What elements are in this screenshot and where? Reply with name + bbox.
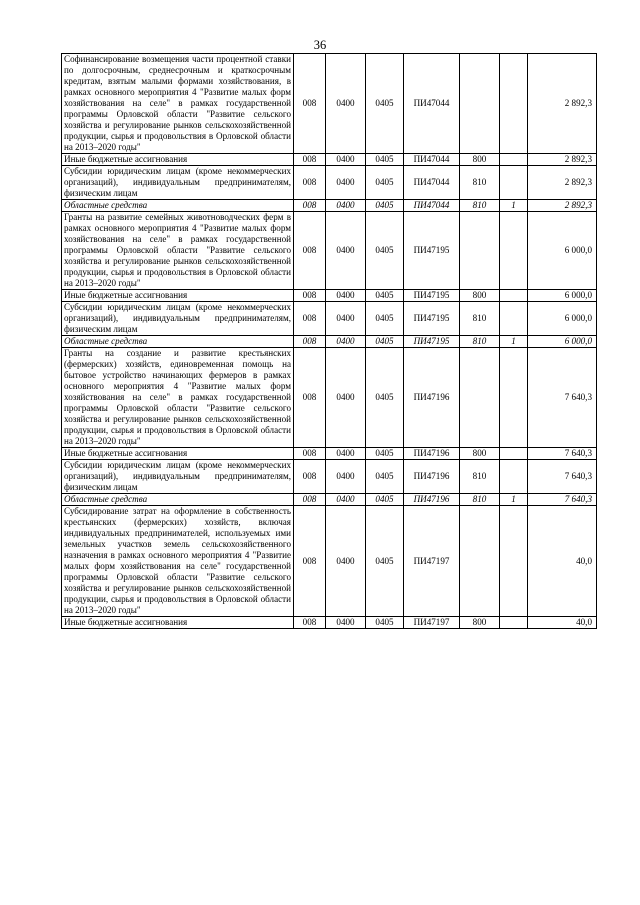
table-row [62,302,597,336]
cell-gr: 008 [294,290,326,302]
cell-csr: ПИ47044 [404,166,460,200]
cell-gr: 008 [294,166,326,200]
cell-gr: 008 [294,617,326,629]
cell-src [500,460,528,494]
cell-vr: 810 [460,302,500,336]
table-row [62,200,597,212]
table-row [62,348,597,448]
cell-amount: 7 640,3 [528,448,597,460]
cell-rz: 0400 [326,448,366,460]
cell-pr: 0405 [366,348,404,448]
cell-gr: 008 [294,336,326,348]
cell-rz: 0400 [326,506,366,617]
row-name: Гранты на развитие семейных животноводческих ферм в рамках основного мероприятия 4 "Развитие малых форм хозяйствования на селе" в рамках государственной программы Орловской области "Развитие сельского хозяйства и регулирование рынков сельскохозяйственной продукции, сырья и продовольствия в Орловской области на 2013–2020 годы" [62,212,294,290]
cell-src [500,506,528,617]
cell-amount: 7 640,3 [528,494,597,506]
cell-rz: 0400 [326,336,366,348]
table-row [62,506,597,617]
cell-src: 1 [500,494,528,506]
cell-src [500,302,528,336]
cell-amount: 6 000,0 [528,336,597,348]
cell-amount: 6 000,0 [528,302,597,336]
cell-pr: 0405 [366,290,404,302]
row-name: Областные средства [62,336,294,348]
cell-vr: 810 [460,460,500,494]
row-name: Областные средства [62,200,294,212]
cell-rz: 0400 [326,54,366,154]
table-row [62,154,597,166]
cell-vr [460,54,500,154]
cell-vr: 800 [460,154,500,166]
cell-gr: 008 [294,212,326,290]
table-row [62,290,597,302]
row-name: Субсидии юридическим лицам (кроме некоммерческих организаций), индивидуальным предпринимателям, физическим лицам [62,302,294,336]
cell-vr [460,212,500,290]
cell-rz: 0400 [326,617,366,629]
cell-vr: 800 [460,617,500,629]
cell-gr: 008 [294,54,326,154]
cell-gr: 008 [294,348,326,448]
page-number: 36 [313,38,327,52]
cell-csr: ПИ47196 [404,494,460,506]
cell-vr [460,348,500,448]
cell-gr: 008 [294,506,326,617]
cell-src [500,448,528,460]
cell-gr: 008 [294,448,326,460]
cell-rz: 0400 [326,494,366,506]
cell-src [500,290,528,302]
cell-pr: 0405 [366,506,404,617]
row-name: Субсидирование затрат на оформление в собственность крестьянских (фермерских) хозяйств, включая индивидуальных предпринимателей, используемых ими земельных участков земель сельскохозяйственного назначения в рамках основного мероприятия 4 "Развитие малых форм хозяйствования на селе" государственной программы Орловской области "Развитие сельского хозяйства и регулирование рынков сельскохозяйственной продукции, сырья и продовольствия в Орловской области на 2013–2020 годы" [62,506,294,617]
cell-csr: ПИ47196 [404,348,460,448]
cell-csr: ПИ47195 [404,302,460,336]
row-name: Субсидии юридическим лицам (кроме некоммерческих организаций), индивидуальным предпринимателям, физическим лицам [62,166,294,200]
row-name: Иные бюджетные ассигнования [62,448,294,460]
cell-vr: 810 [460,166,500,200]
cell-gr: 008 [294,460,326,494]
cell-csr: ПИ47197 [404,506,460,617]
cell-src: 1 [500,336,528,348]
cell-pr: 0405 [366,448,404,460]
cell-rz: 0400 [326,166,366,200]
cell-pr: 0405 [366,154,404,166]
cell-src [500,212,528,290]
cell-amount: 2 892,3 [528,54,597,154]
cell-amount: 7 640,3 [528,460,597,494]
cell-rz: 0400 [326,348,366,448]
cell-amount: 2 892,3 [528,166,597,200]
cell-src [500,617,528,629]
cell-gr: 008 [294,302,326,336]
cell-pr: 0405 [366,212,404,290]
cell-pr: 0405 [366,54,404,154]
cell-rz: 0400 [326,290,366,302]
cell-csr: ПИ47195 [404,336,460,348]
cell-csr: ПИ47196 [404,448,460,460]
cell-vr [460,506,500,617]
cell-csr: ПИ47196 [404,460,460,494]
cell-gr: 008 [294,494,326,506]
cell-vr: 810 [460,494,500,506]
table-row [62,460,597,494]
cell-csr: ПИ47195 [404,290,460,302]
cell-src [500,154,528,166]
table-row [62,212,597,290]
cell-csr: ПИ47044 [404,54,460,154]
row-name: Субсидии юридическим лицам (кроме некоммерческих организаций), индивидуальным предпринимателям, физическим лицам [62,460,294,494]
cell-pr: 0405 [366,302,404,336]
cell-gr: 008 [294,154,326,166]
table-row [62,166,597,200]
cell-amount: 7 640,3 [528,348,597,448]
table-row [62,448,597,460]
row-name: Иные бюджетные ассигнования [62,290,294,302]
cell-amount: 6 000,0 [528,212,597,290]
cell-pr: 0405 [366,166,404,200]
cell-vr: 800 [460,290,500,302]
cell-src: 1 [500,200,528,212]
cell-pr: 0405 [366,200,404,212]
cell-csr: ПИ47195 [404,212,460,290]
cell-rz: 0400 [326,154,366,166]
row-name: Иные бюджетные ассигнования [62,154,294,166]
cell-src [500,166,528,200]
cell-amount: 40,0 [528,506,597,617]
row-name: Иные бюджетные ассигнования [62,617,294,629]
row-name: Областные средства [62,494,294,506]
cell-vr: 800 [460,448,500,460]
table-row [62,54,597,154]
cell-rz: 0400 [326,302,366,336]
cell-csr: ПИ47197 [404,617,460,629]
table-row [62,494,597,506]
table-row [62,336,597,348]
cell-rz: 0400 [326,212,366,290]
row-name: Софинансирование возмещения части процентной ставки по долгосрочным, среднесрочным и краткосрочным кредитам, взятым малыми формами хозяйствования, в рамках основного мероприятия 4 "Развитие малых форм хозяйствования на селе" в рамках государственной программы Орловской области "Развитие сельского хозяйства и регулирование рынков сельскохозяйственной продукции, сырья и продовольствия в Орловской области на 2013–2020 годы" [62,54,294,154]
cell-gr: 008 [294,200,326,212]
cell-rz: 0400 [326,460,366,494]
row-name: Гранты на создание и развитие крестьянских (фермерских) хозяйств, единовременная помощь на бытовое устройство начинающих фермеров в рамках основного мероприятия 4 "Развитие малых форм хозяйствования на селе" в рамках государственной программы Орловской области "Развитие сельского хозяйства и регулирование рынков сельскохозяйственной продукции, сырья и продовольствия в Орловской области на 2013–2020 годы" [62,348,294,448]
cell-src [500,54,528,154]
cell-pr: 0405 [366,460,404,494]
cell-csr: ПИ47044 [404,200,460,212]
cell-amount: 2 892,3 [528,200,597,212]
table-row [62,617,597,629]
cell-rz: 0400 [326,200,366,212]
cell-pr: 0405 [366,617,404,629]
cell-src [500,348,528,448]
cell-amount: 6 000,0 [528,290,597,302]
cell-csr: ПИ47044 [404,154,460,166]
cell-amount: 2 892,3 [528,154,597,166]
cell-amount: 40,0 [528,617,597,629]
budget-table [61,53,597,629]
cell-vr: 810 [460,336,500,348]
cell-vr: 810 [460,200,500,212]
cell-pr: 0405 [366,336,404,348]
cell-pr: 0405 [366,494,404,506]
